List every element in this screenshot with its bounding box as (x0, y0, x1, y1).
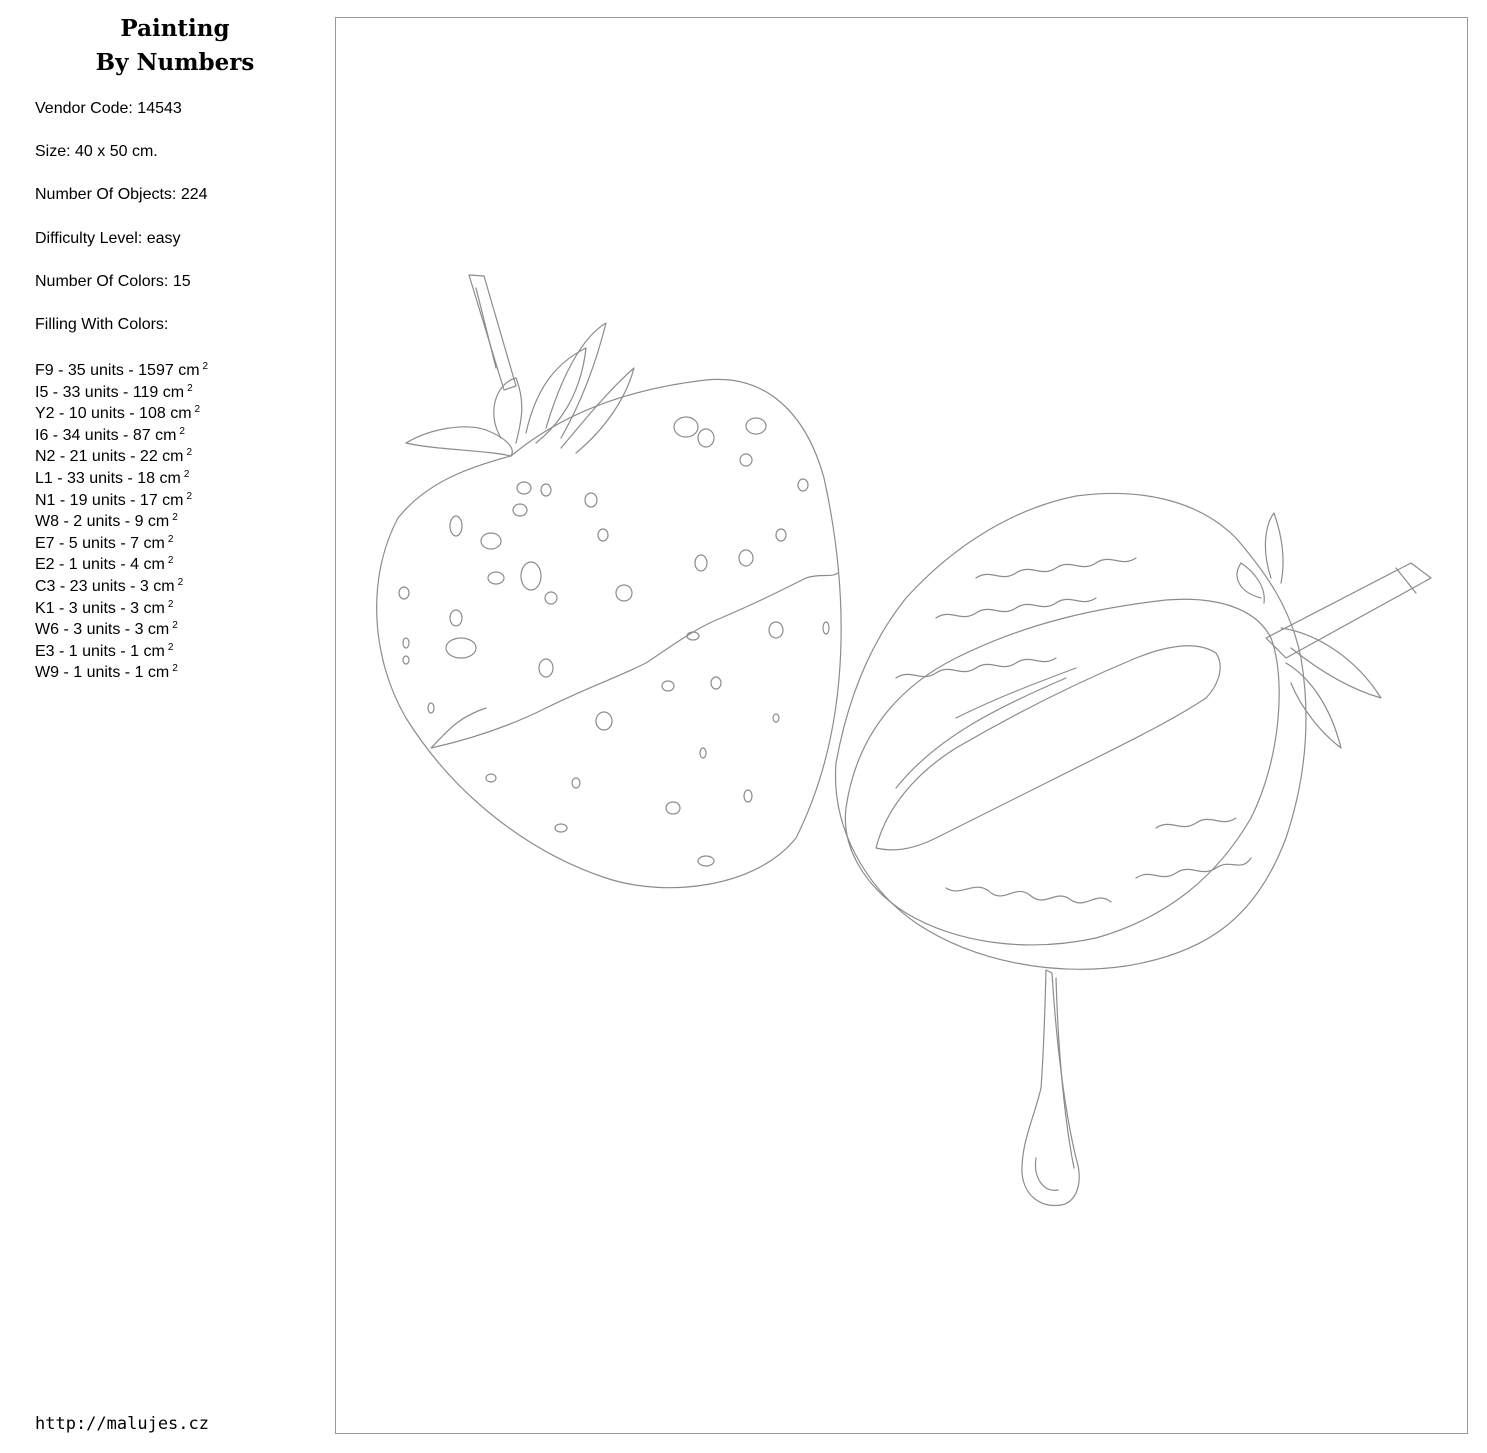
title-line-2: By Numbers (95, 49, 255, 76)
page-title (70, 12, 280, 80)
color-item: C3 - 23 units - 3 cm $^2$ (35, 576, 184, 595)
color-item: K1 - 3 units - 3 cm $^2$ (35, 598, 174, 617)
title-line-1: Painting (120, 15, 230, 42)
left-strawberry (377, 275, 841, 888)
color-item: W6 - 3 units - 3 cm $^2$ (35, 620, 178, 639)
filling-label: Filling With Colors: (35, 315, 169, 333)
color-item: W8 - 2 units - 9 cm $^2$ (35, 512, 178, 531)
objects-count: Number Of Objects: 224 (35, 186, 208, 204)
color-item: I5 - 33 units - 119 cm $^2$ (35, 382, 193, 401)
size-info: Size: 40 x 50 cm. (35, 143, 158, 161)
vendor-code: Vendor Code: 14543 (35, 100, 182, 117)
colors-count: Number Of Colors: 15 (35, 272, 191, 290)
right-strawberry (836, 493, 1431, 1205)
color-item: W9 - 1 units - 1 cm $^2$ (35, 663, 178, 682)
color-item: I6 - 34 units - 87 cm $^2$ (35, 425, 185, 444)
painting-canvas (335, 17, 1468, 1434)
color-item: E2 - 1 units - 4 cm $^2$ (35, 555, 174, 574)
color-item: Y2 - 10 units - 108 cm $^2$ (35, 404, 201, 423)
color-item: L1 - 33 units - 18 cm $^2$ (35, 468, 190, 487)
color-item: N1 - 19 units - 17 cm $^2$ (35, 490, 193, 509)
color-item: E3 - 1 units - 1 cm $^2$ (35, 641, 174, 660)
difficulty-level: Difficulty Level: easy (35, 229, 181, 247)
color-list (35, 356, 325, 680)
website-link[interactable]: http://malujes.cz (35, 1414, 209, 1434)
strawberry-outline-drawing (336, 18, 1469, 1435)
product-info (35, 97, 325, 356)
color-item: F9 - 35 units - 1597 cm $^2$ (35, 361, 209, 379)
color-item: E7 - 5 units - 7 cm $^2$ (35, 533, 174, 552)
color-item: N2 - 21 units - 22 cm $^2$ (35, 447, 193, 466)
